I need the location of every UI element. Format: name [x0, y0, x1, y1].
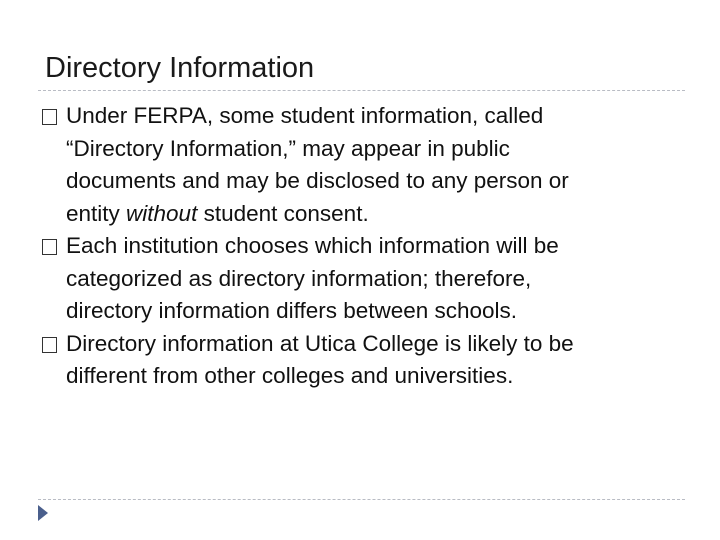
bullet-line: directory information differs between schools.	[66, 298, 518, 323]
footer-divider	[38, 499, 685, 500]
title-divider	[38, 90, 685, 91]
bullet-item	[40, 230, 680, 328]
bullet-line: “Directory Information,” may appear in public	[66, 135, 510, 161]
play-arrow-icon	[38, 505, 48, 521]
square-bullet-icon	[42, 109, 57, 125]
slide-title: Directory Information	[45, 52, 315, 84]
bullet-line: Directory information at Utica College is likely to be	[66, 330, 574, 356]
bullet-line: documents and may be disclosed to any person or	[66, 168, 569, 193]
bullet-line: categorized as directory information; therefore,	[66, 265, 532, 291]
bullet-text: entity	[66, 200, 127, 226]
square-bullet-icon	[42, 337, 57, 353]
bullet-line: different from other colleges and universities.	[66, 363, 514, 388]
bullet-line	[66, 198, 680, 231]
bullet-item	[40, 328, 680, 393]
bullet-line: Each institution chooses which information will be	[66, 233, 559, 258]
bullet-text: student consent.	[197, 200, 369, 226]
square-bullet-icon	[42, 239, 57, 255]
bullet-list	[40, 100, 680, 393]
emphasis-text: without	[126, 200, 198, 226]
bullet-item	[40, 100, 680, 230]
bullet-line: Under FERPA, some student information, called	[66, 103, 544, 128]
